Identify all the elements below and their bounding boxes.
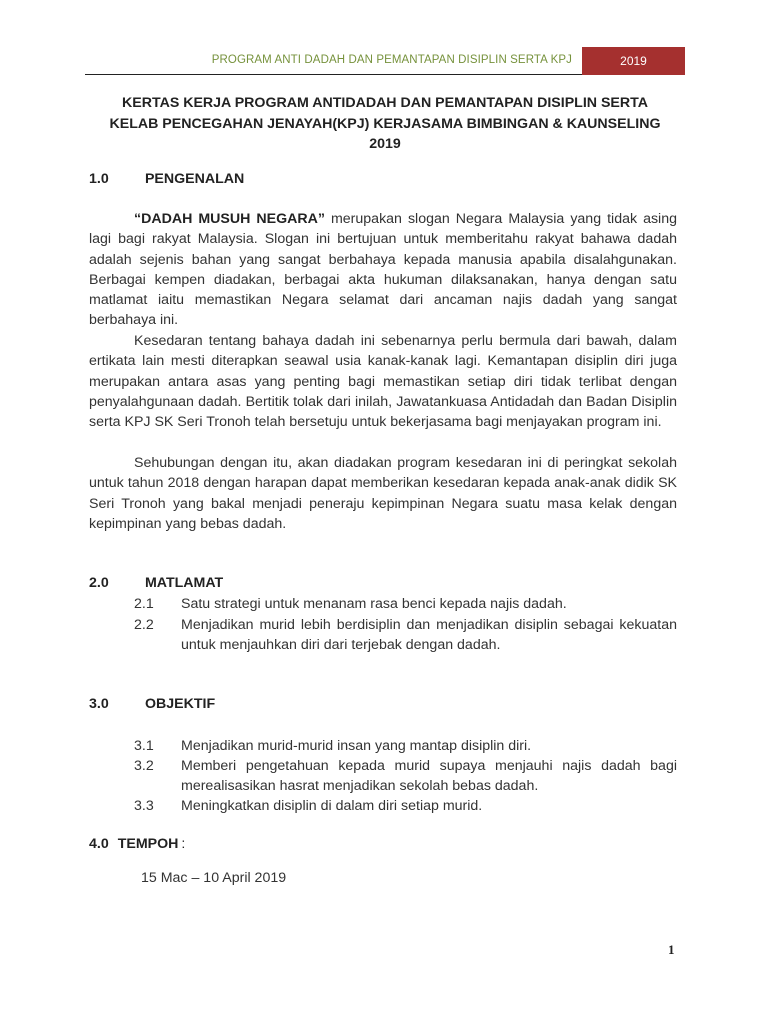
header-title: PROGRAM ANTI DADAH DAN PEMANTAPAN DISIPLIN SERTA KPJ — [211, 54, 572, 66]
list-item-text: Satu strategi untuk menanam rasa benci kepada najis dadah. — [181, 596, 567, 612]
document-title-line: KERTAS KERJA PROGRAM ANTIDADAH DAN PEMANTAPAN DISIPLIN SERTA — [122, 95, 648, 111]
list-item — [134, 615, 677, 656]
paragraph-text: merupakan slogan Negara Malaysia yang tidak asing lagi bagi rakyat Malaysia. Slogan ini bertujuan untuk memberitahu rakyat bahawa dadah adalah sejenis bahan yang sangat berbahaya kepada manusia apabila disalahgunakan. Berbagai kempen diadakan, berbagai akta hukuman dilaksanakan, hanya dengan satu matlamat iaitu memastikan Negara selamat dari ancaman najis dadah yang sangat berbahaya ini. — [89, 211, 677, 329]
list-item-text: Menjadikan murid lebih berdisiplin dan menjadikan disiplin sebagai kekuatan untuk menjauhkan diri dari terjebak dengan dadah. — [181, 617, 677, 654]
tempoh-date: 15 Mac – 10 April 2019 — [141, 870, 287, 886]
list-item-number: 2.1 — [134, 596, 154, 612]
section-number: 3.0 — [89, 696, 109, 712]
slogan-text: “DADAH MUSUH NEGARA” — [134, 211, 325, 227]
intro-paragraph-1 — [89, 209, 677, 331]
list-item — [134, 594, 677, 614]
running-header — [85, 47, 685, 75]
page-number: 1 — [668, 942, 675, 957]
document-title-line: 2019 — [369, 136, 401, 152]
document-title-line: KELAB PENCEGAHAN JENAYAH(KPJ) KERJASAMA BIMBINGAN & KAUNSELING — [109, 115, 661, 132]
section-title: OBJEKTIF — [144, 696, 216, 712]
list-item-number: 3.2 — [134, 758, 154, 774]
intro-paragraph-3 — [89, 453, 677, 534]
list-item-text: Meningkatkan disiplin di dalam diri setiap murid. — [181, 798, 483, 814]
list-item-number: 3.3 — [134, 798, 154, 814]
section-number: 2.0 — [89, 575, 109, 591]
list-item-text: Menjadikan murid-murid insan yang mantap disiplin diri. — [181, 738, 532, 754]
section-heading-tempoh — [89, 834, 185, 854]
intro-paragraph-2 — [89, 331, 677, 432]
document-title — [85, 93, 685, 155]
paragraph-text: Sehubungan dengan itu, akan diadakan program kesedaran ini di peringkat sekolah untuk tahun 2018 dengan harapan dapat memberikan kesedaran kepada anak-anak didik SK Seri Tronoh yang bakal menjadi peneraju kepimpinan Negara suatu masa kelak dengan kepimpinan yang bebas dadah. — [89, 455, 677, 532]
list-item-number: 2.2 — [134, 617, 154, 633]
paragraph-text: Kesedaran tentang bahaya dadah ini sebenarnya perlu bermula dari bawah, dalam ertikata lain mesti diterapkan seawal usia kanak-kanak lagi. Kemantapan disiplin diri juga merupakan antara asas yang penting bagi memastikan setiap diri tidak terlibat dengan penyalahgunaan dadah. Bertitik tolak dari inilah, Jawatankuasa Antidadah dan Badan Disiplin serta KPJ SK Seri Tronoh telah bersetuju untuk bekerjasama bagi menjayakan program ini. — [89, 333, 677, 431]
section-heading-pengenalan — [89, 169, 244, 189]
section-heading-matlamat — [89, 573, 223, 593]
list-item-number: 3.1 — [134, 738, 154, 754]
header-rule — [85, 74, 582, 75]
list-item-text: Memberi pengetahuan kepada murid supaya menjauhi najis dadah bagi merealisasikan hasrat menjadikan sekolah bebas dadah. — [181, 758, 677, 795]
section-heading-objektif — [89, 694, 215, 714]
heading-colon: : — [181, 836, 186, 852]
header-year-badge: 2019 — [582, 47, 685, 75]
section-title: TEMPOH — [117, 836, 179, 852]
list-item — [134, 736, 677, 756]
section-title: PENGENALAN — [144, 171, 245, 187]
list-item — [134, 756, 677, 797]
section-number: 1.0 — [89, 171, 109, 187]
list-item — [134, 796, 677, 816]
section-number: 4.0 — [89, 836, 109, 852]
section-title: MATLAMAT — [144, 575, 224, 591]
